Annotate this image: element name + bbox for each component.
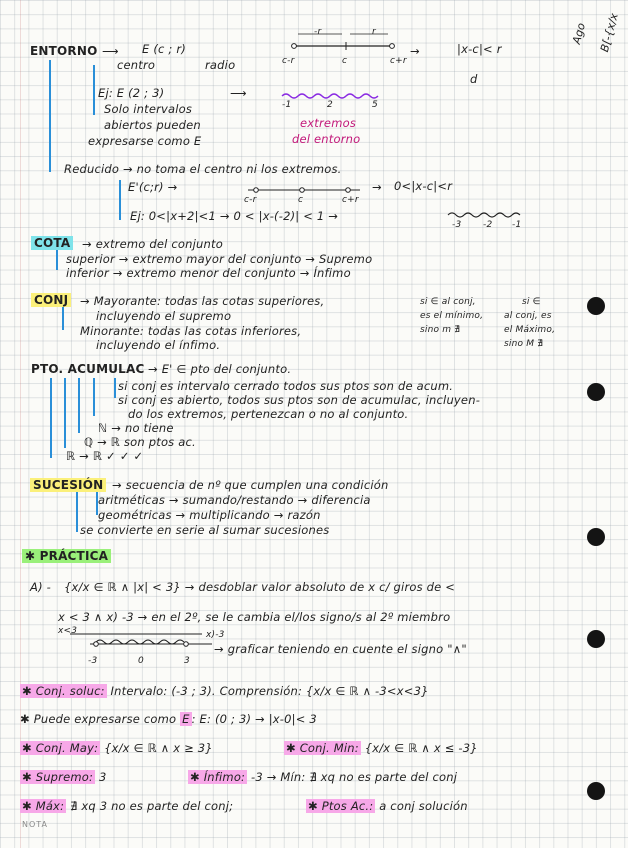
may-key: ✱ Conj. May:: [22, 741, 99, 755]
axis-label: 0: [138, 656, 144, 666]
cota-title: COTA: [31, 236, 73, 250]
cota-line: → extremo del conjunto: [82, 237, 223, 251]
sucesion-title: SUCESIÓN: [30, 478, 106, 492]
side-note: B[-{x/x: [598, 11, 621, 54]
axis-label: -2: [483, 220, 493, 230]
bracket-line: [50, 378, 52, 458]
graficar-line: → graficar teniendo en cuente el signo "∧": [214, 642, 467, 656]
entorno-def: E (c ; r): [142, 42, 186, 56]
bracket-line: [93, 378, 95, 416]
sup-value: 3: [98, 770, 107, 784]
ex-a-text: {x/x ∈ ℝ ∧ |x| < 3} → desdoblar valor absoluto de x c/ giros de <: [64, 580, 456, 594]
axis-label: 5: [372, 100, 378, 110]
bracket-line: [56, 250, 58, 270]
conj-note: si ∈: [522, 297, 541, 307]
axis-label: 3: [184, 656, 190, 666]
ptos-value: a conj solución: [379, 799, 468, 813]
sucesion-line: → secuencia de nº que cumplen una condición: [112, 478, 389, 492]
text-line: Solo intervalos: [104, 102, 193, 116]
bracket-line: [114, 378, 116, 398]
conj-note: si ∈ al conj,: [420, 297, 476, 307]
bracket-line: [64, 378, 66, 448]
sucesion-line: geométricas → multiplicando → razón: [98, 508, 321, 522]
conj-line: incluyendo el ínfimo.: [96, 338, 221, 352]
may-value: {x/x ∈ ℝ ∧ x ≥ 3}: [104, 741, 213, 755]
binder-hole: [587, 782, 605, 800]
ptos-key: ✱ Ptos Ac.:: [308, 799, 374, 813]
binder-hole: [587, 297, 605, 315]
nota-footer: NOTA: [22, 820, 49, 829]
conj-note: sino m ∄: [420, 325, 461, 335]
conj-title: CONJ: [31, 293, 71, 307]
conj-line: Minorante: todas las cotas inferiores,: [80, 324, 302, 338]
ex-a-label: A) -: [30, 580, 51, 594]
puede-e: E: [182, 712, 190, 726]
bracket-line: [119, 180, 121, 220]
arrow: →: [372, 180, 382, 194]
arrow: →: [410, 44, 420, 58]
inf-value: -3 → Mín: ∄ xq no es parte del conj: [251, 770, 458, 784]
arrow: ⟶: [102, 44, 119, 58]
practica-title: ✱ PRÁCTICA: [22, 549, 111, 563]
min-value: {x/x ∈ ℝ ∧ x ≤ -3}: [364, 741, 478, 755]
cota-line: superior → extremo mayor del conjunto → Supremo: [66, 252, 373, 266]
conj-note: es el mínimo,: [420, 311, 484, 321]
acum-line: ℚ → ℝ son ptos ac.: [84, 435, 196, 449]
arrow: ⟶: [230, 86, 247, 100]
reducido-def: E'(c;r) →: [128, 180, 178, 194]
conj-line: → Mayorante: todas las cotas superiores,: [80, 294, 325, 308]
min-key: ✱ Conj. Min:: [286, 741, 359, 755]
axis-label: -1: [512, 220, 522, 230]
split-small: x)-3: [206, 630, 225, 640]
axis-top-label: -r: [314, 27, 322, 37]
axis-label: 2: [327, 100, 333, 110]
axis-label: c: [298, 195, 304, 205]
split-small: x<3: [58, 626, 78, 636]
acum-line: si conj es intervalo cerrado todos sus ptos son de acum.: [118, 379, 454, 393]
acum-line: ℕ → no tiene: [98, 421, 174, 435]
axis-label: c+r: [342, 195, 359, 205]
centro-label: centro: [117, 58, 156, 72]
max-key: ✱ Máx:: [22, 799, 65, 813]
extremos-note: del entorno: [292, 132, 361, 146]
binder-hole: [587, 630, 605, 648]
bracket-line: [76, 490, 78, 532]
sup-key: ✱ Supremo:: [22, 770, 94, 784]
ej-label: Ej: E (2 ; 3): [98, 86, 165, 100]
d-label: d: [470, 72, 478, 86]
axis-top-label: r: [372, 27, 376, 37]
sucesion-line: se convierte en serie al sumar sucesiones: [80, 523, 330, 537]
reducido-ej: Ej: 0<|x+2|<1 → 0 < |x-(-2)| < 1 →: [130, 209, 339, 223]
extremos-note: extremos: [300, 116, 357, 130]
acum-line: → E' ∈ pto del conjunto.: [148, 362, 292, 376]
axis-label: -3: [88, 656, 98, 666]
split-line: x < 3 ∧ x) -3 → en el 2º, se le cambia el/los signo/s al 2º miembro: [58, 610, 451, 624]
conj-note: al conj, es: [504, 311, 552, 321]
radio-label: radio: [205, 58, 236, 72]
axis-label: -3: [452, 220, 462, 230]
binder-hole: [587, 528, 605, 546]
reducido-line: Reducido → no toma el centro ni los extremos.: [64, 162, 342, 176]
puede-key: ✱ Puede expresarse como: [20, 712, 177, 726]
axis-label: c: [342, 56, 348, 66]
sol-key: ✱ Conj. soluc:: [22, 684, 105, 698]
text-line: abiertos pueden: [104, 118, 201, 132]
cota-line: inferior → extremo menor del conjunto → Ínfimo: [66, 266, 351, 280]
axis-label: c+r: [390, 56, 407, 66]
acum-line: ℝ → ℝ ✓ ✓ ✓: [66, 449, 144, 463]
acum-line: si conj es abierto, todos sus ptos son de acumulac, incluyen-: [118, 393, 481, 407]
sol-value: Intervalo: (-3 ; 3). Comprensión: {x/x ∈ ℝ ∧ -3<x<3}: [110, 684, 429, 698]
entorno-title: ENTORNO: [30, 44, 98, 58]
bracket-line: [49, 60, 51, 172]
conj-line: incluyendo el supremo: [96, 309, 232, 323]
acum-title: PTO. ACUMULAC: [31, 362, 145, 376]
sucesion-line: aritméticas → sumando/restando → diferencia: [98, 493, 371, 507]
axis-label: -1: [282, 100, 292, 110]
binder-hole: [587, 383, 605, 401]
acum-line: do los extremos, pertenezcan o no al conjunto.: [128, 407, 409, 421]
conj-note: el Máximo,: [504, 325, 556, 335]
axis-label: c-r: [282, 56, 295, 66]
side-note: Ago: [570, 21, 589, 46]
puede-value: : E: (0 ; 3) → |x-0|< 3: [191, 712, 317, 726]
practica-number-line: [70, 632, 220, 656]
inf-key: ✱ Ínfimo:: [190, 770, 246, 784]
text-line: expresarse como E: [88, 134, 202, 148]
bracket-line: [93, 65, 95, 115]
reducido-abs: 0<|x-c|<r: [394, 179, 453, 193]
conj-note: sino M ∄: [504, 339, 544, 349]
bracket-line: [78, 378, 80, 433]
max-value: ∄ xq 3 no es parte del conj;: [70, 799, 234, 813]
axis-label: c-r: [244, 195, 257, 205]
entorno-abs: |x-c|< r: [457, 42, 502, 56]
